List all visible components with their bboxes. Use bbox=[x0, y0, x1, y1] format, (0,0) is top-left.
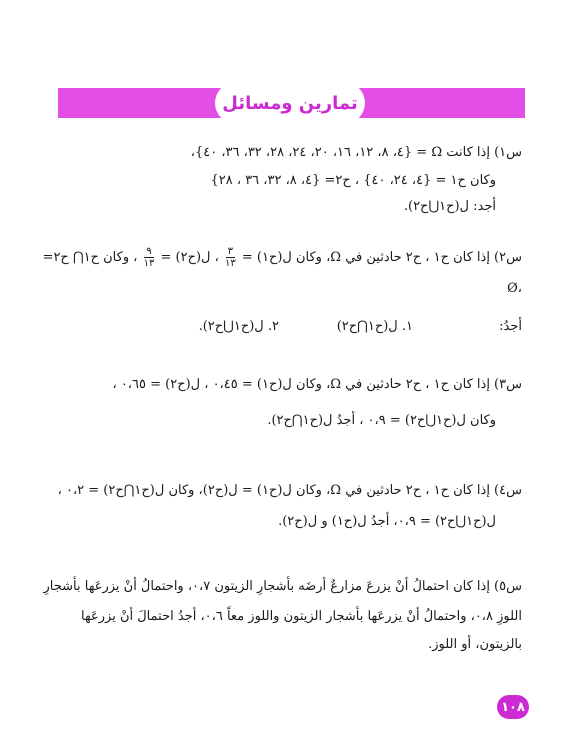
q2-frac2-num: ٩ bbox=[146, 246, 152, 257]
q4-line2: ل(ح١⋃ح٢) = ٠،٩، أجدُ ل(ح١) و ل(ح٢). bbox=[278, 514, 496, 529]
q1-line2: وكان ح١ = {٤، ٢٤، ٤٠} ، ح٢= {٤، ٨، ٣٢، ٣٦ ، ٢٨} bbox=[210, 173, 496, 188]
q2-frac2-den: ١٣ bbox=[143, 258, 155, 269]
q5-line1: س٥) إذا كان احتمالُ أنْ يزرعَ مزارعٌ أرضَه بأشجارِ الزيتون ٠،٧، واحتمالُ أنْ يزرعَها بأشجارِ bbox=[43, 579, 522, 594]
q2-line1 bbox=[43, 246, 522, 269]
q2-fraction-2 bbox=[144, 246, 155, 269]
title-pill bbox=[215, 82, 365, 124]
q2-line2: Ø، bbox=[507, 281, 522, 296]
q5-line3: بالزيتون، أو اللوز. bbox=[428, 637, 522, 652]
q3-line1: س٣) إذا كان ح١ ، ح٢ حادثين في Ω، وكان ل(ح١) = ٠،٤٥ ، ل(ح٢) = ٠،٦٥ ، bbox=[112, 377, 522, 392]
q5-line2: اللوزِ ٠،٨، واحتمالُ أنْ يزرعَها بأشجار الزيتون واللوز معاً ٠،٦، أجدُ احتمالَ أنْ يزرعَها bbox=[81, 609, 522, 624]
page-title: تمارين ومسائل bbox=[222, 92, 358, 114]
q3-line2: وكان ل(ح١⋃ح٢) = ٠،٩ ، أجدُ ل(ح١⋂ح٢). bbox=[267, 413, 496, 428]
page-number-badge bbox=[497, 695, 529, 719]
q2-text-c: ، وكان ح١⋂ ح٢= bbox=[42, 250, 138, 265]
q1-line1: س١) إذا كانت Ω = {٤، ٨، ١٢، ١٦، ٢٠، ٢٤، ٢٨، ٣٢، ٣٦، ٤٠}، bbox=[190, 145, 522, 160]
q2-text-b: ، ل(ح٢) = bbox=[160, 250, 219, 265]
q2-text-a: س٢) إذا كان ح١ ، ح٢ حادثين في Ω، وكان ل(ح١) = bbox=[241, 250, 522, 265]
q4-line1: س٤) إذا كان ح١ ، ح٢ حادثين في Ω، وكان ل(ح١) = ل(ح٢)، وكان ل(ح١⋂ح٢) = ٠،٢ ، bbox=[57, 483, 522, 498]
q2-frac1-den: ١٣ bbox=[224, 258, 236, 269]
page-number: ١٠٨ bbox=[501, 699, 525, 715]
q2-task-label: أجدُ: bbox=[499, 319, 522, 334]
q2-task2: ٢. ل(ح١⋃ح٢). bbox=[198, 319, 279, 334]
q1-line3: أجد: ل(ح١⋃ح٢). bbox=[403, 199, 496, 214]
q2-task1: ١. ل(ح١⋂ح٢) bbox=[336, 319, 413, 334]
q2-fraction-1 bbox=[225, 246, 236, 269]
q2-frac1-num: ٣ bbox=[227, 246, 234, 257]
